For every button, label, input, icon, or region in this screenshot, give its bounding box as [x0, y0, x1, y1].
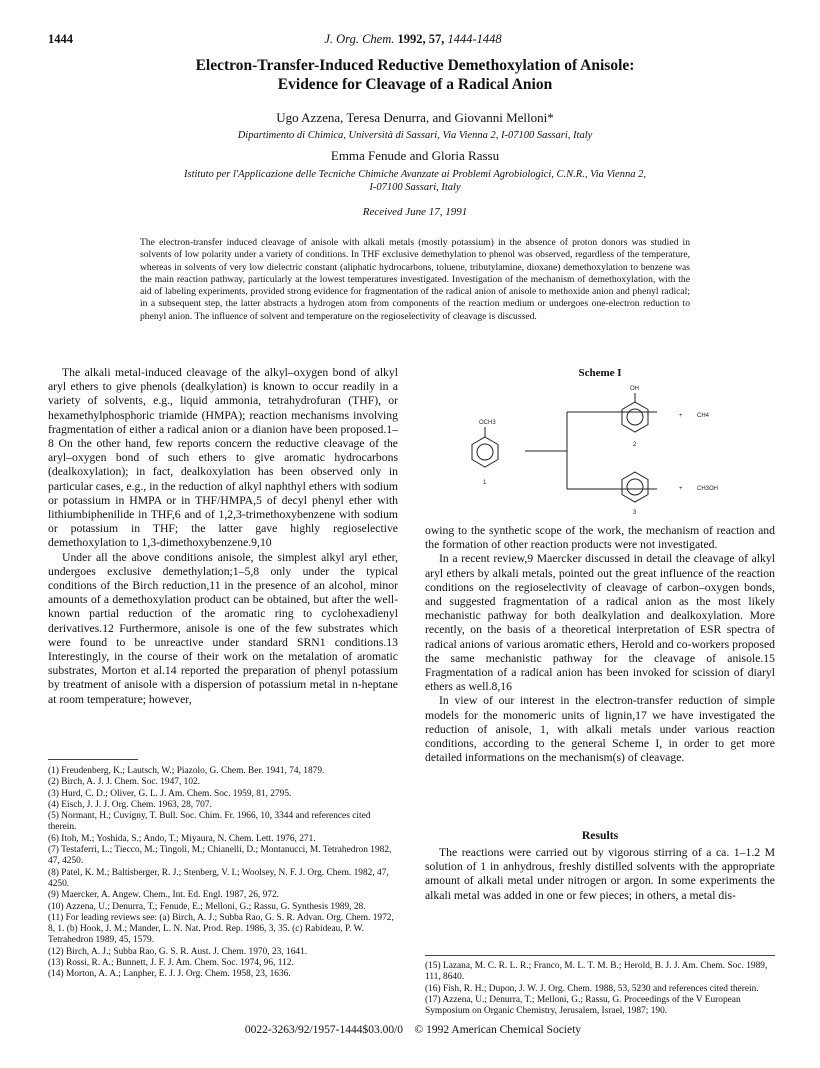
left-column	[48, 366, 398, 707]
page-number: 1444	[48, 32, 73, 46]
benzene-ring	[622, 472, 648, 502]
affiliation-2-line-2: I-07100 Sassari, Italy	[369, 182, 461, 193]
footnotes-left	[48, 759, 398, 981]
footnote-list-left	[48, 766, 398, 981]
authors-group-2: Emma Fenude and Gloria Rassu	[330, 148, 500, 163]
footnote-list-right	[425, 961, 775, 1017]
right-paragraph-2: In a recent review,9 Maercker discussed in detail the cleavage of alkyl aryl ethers by alkali metals, pointed out the great influence of the reaction conditions on the regioselectivity of cleavage of carbon–oxygen bonds, and suggested fragmentation of a radical anion as the most likely mechanistic pathway for both dealkylation and dealkoxylation. More recently, on the basis of a theoretical interpretation of ESR spectra of radical anions of various aromatic ethers, Herold and co-workers proposed the same mechanistic pathway for the cleavage of anisole.15 Fragmentation of a radical anion has been invoked for scission of diaryl ethers as well.8,16	[425, 552, 775, 694]
footnote-item: (13) Rossi, R. A.; Bunnett, J. F. J. Am. Chem. Soc. 1974, 96, 112.	[48, 958, 294, 969]
scheme-label-2: 2	[633, 442, 637, 448]
footnotes-right	[425, 955, 775, 1017]
title-line-1: Electron-Transfer-Induced Reductive Demethoxylation of Anisole:	[195, 57, 635, 74]
footnote-rule	[48, 759, 138, 760]
footnote-item: (16) Fish, R. H.; Dupon, J. W. J. Org. Chem. 1988, 53, 5230 and references cited therein.	[425, 983, 759, 994]
journal-pages: 1444-1448	[447, 32, 502, 46]
footnote-item: (8) Patel, K. M.; Baltisberger, R. J.; Stenberg, V. I.; Woolsey, N. F. J. Org. Chem. 1982, 47, 4250.	[48, 867, 389, 889]
scheme-plus-bottom: +	[679, 486, 683, 492]
benzene-aromatic-circle	[627, 479, 643, 495]
page-footer	[48, 1024, 778, 1036]
footnote-item: (17) Azzena, U.; Denurra, T.; Melloni, G.; Rassu, G. Proceedings of the V European Symposium on Organic Chemistry, Jerusalem, Israel, 1987; 190.	[425, 994, 741, 1017]
anisole-ring	[472, 437, 498, 467]
results-body	[425, 846, 775, 903]
scheme-label-ch3oh: CH3OH	[697, 486, 719, 492]
journal-name: J. Org. Chem.	[324, 32, 395, 46]
article-title	[60, 56, 770, 94]
scheme-label-och3: OCH3	[479, 420, 496, 426]
footnote-item: (15) Lazana, M. C. R. L. R.; Franco, M. L. T. M. B.; Herold, B. J. J. Am. Chem. Soc. 1989, 111, 8640.	[425, 961, 768, 983]
affiliation-2-line-1: Istituto per l'Applicazione delle Tecniche Chimiche Avanzate ai Problemi Agrobiologici, C.N.R., Via Vienna 2,	[184, 169, 646, 180]
footnote-rule-right	[425, 955, 775, 956]
footnote-item: (14) Morton, A. A.; Lanpher, E. J. J. Org. Chem. 1958, 23, 1636.	[48, 969, 291, 980]
footnote-item: (10) Azzena, U.; Denurra, T.; Fenude, E.; Melloni, G.; Rassu, G. Synthesis 1989, 28.	[48, 901, 366, 912]
footnote-item: (11) For leading reviews see: (a) Birch, A. J.; Subba Rao, G. S. R. Advan. Org. Chem. 1972, 8, 1. (b) Hook, J. M.; Mander, L. N. Nat. Prod. Rep. 1986, 3, 35. (c) Rabideau, P. W. Tetrahedron 1989, 45, 1579.	[48, 912, 394, 946]
scheme-plus-top: +	[679, 413, 683, 419]
footer-code: 0022-3263/92/1957-1444$03.00/0	[244, 1024, 404, 1036]
right-paragraph-3: In view of our interest in the electron-transfer reduction of simple models for the monomeric units of lignin,17 we have investigated the reduction of anisole, 1, with alkali metals under various reaction conditions, according to the general Scheme I, in order to get more detailed informations on the mechanism(s) of cleavage.	[425, 694, 775, 765]
scheme-diagram	[425, 380, 775, 520]
footnote-item: (5) Normant, H.; Cuvigny, T. Bull. Soc. Chim. Fr. 1966, 10, 3344 and references cited therein.	[48, 811, 371, 833]
scheme-label-ch4: CH4	[697, 413, 710, 419]
phenol-aromatic-circle	[627, 409, 643, 425]
footnote-item: (4) Eisch, J. J. J. Org. Chem. 1963, 28, 707.	[48, 799, 212, 810]
title-line-2: Evidence for Cleavage of a Radical Anion	[277, 76, 553, 93]
footer-copyright: © 1992 American Chemical Society	[414, 1024, 582, 1036]
scheme-title: Scheme I	[578, 367, 622, 379]
footnote-item: (2) Birch, A. J. J. Chem. Soc. 1947, 102.	[48, 777, 201, 788]
footnote-item: (9) Maercker, A. Angew. Chem., Int. Ed. Engl. 1987, 26, 972.	[48, 890, 280, 901]
abstract: The electron-transfer induced cleavage of anisole with alkali metals (mostly potassium) in the absence of proton donors was studied in solvents of low polarity under a variety of conditions. In THF exclusive demethylation to phenol was observed, regardless of the temperature, whereas in solvents of very low dielectric constant (aliphatic hydrocarbons, toluene, tributylamine, dioxane) demethoxylation to benzene was the main reaction pathway, particularly at the lowest temperatures investigated. Investigation of the mechanism of demethoxylation, with the aid of labeling experiments, provided strong evidence for fragmentation of the radical anion of anisole to methoxide anion and phenyl radical; in a subsequent step, the latter abstracts a hydrogen atom from components of the reaction medium or undergoes one-electron reduction to phenyl anion. The influence of solvent and temperature on the regioselectivity of cleavage is discussed.	[140, 237, 690, 322]
scheme-label-oh: OH	[630, 386, 639, 392]
footnote-item: (3) Hurd, C. D.; Oliver, G. L. J. Am. Chem. Soc. 1959, 81, 2795.	[48, 788, 292, 799]
results-heading: Results	[581, 829, 619, 842]
right-paragraph-1: owing to the synthetic scope of the work, the mechanism of reaction and the formation of other reaction products were not investigated.	[425, 524, 775, 552]
affiliation-1: Dipartimento di Chimica, Università di Sassari, Via Vienna 2, I-07100 Sassari, Italy	[237, 130, 593, 141]
footnote-item: (6) Itoh, M.; Yoshida, S.; Ando, T.; Miyaura, N. Chem. Lett. 1976, 271.	[48, 833, 316, 844]
footnote-item: (12) Birch, A. J.; Subba Rao, G. S. R. Aust. J. Chem. 1970, 23, 1641.	[48, 946, 308, 957]
intro-paragraph-1: The alkali metal-induced cleavage of the alkyl–oxygen bond of alkyl aryl ethers to give phenols (dealkylation) is known to occur readily in a variety of solvents, e.g., liquid ammonia, tetrahydrofuran (THF), or hexamethylphosphoric triamide (HMPA); reaction mechanisms involving fragmentation of either a radical anion or a dianion have been proposed.1–8 On the other hand, few reports concern the reductive cleavage of the aryl–oxygen bond of such ethers to give aromatic hydrocarbons (dealkoxylation); in fact, dealkoxylation has been observed only in particular cases, e.g., in the reduction of alkyl naphthyl ethers with sodium or potassium in HMPA or in THF/HMPA,5 of decyl phenyl ether with lithiumbiphenilide in THF,6 and of 1,2,3-trimethoxybenzene with sodium or potassium in THF; the latter gave highly regioselective demethoxylation to 1,3-dimethoxybenzene.9,10	[48, 366, 398, 550]
running-head	[48, 32, 778, 48]
authors-group-1: Ugo Azzena, Teresa Denurra, and Giovanni Melloni*	[276, 110, 554, 125]
received-date: Received June 17, 1991	[362, 206, 468, 218]
journal-citation	[48, 32, 778, 47]
footnote-item: (7) Testaferri, L.; Tiecco, M.; Tingoli, M.; Chianelli, D.; Montanucci, M. Tetrahedron 1982, 47, 4250.	[48, 845, 392, 867]
results-paragraph-1: The reactions were carried out by vigorous stirring of a ca. 1–1.2 M solution of 1 in anhydrous, freshly distilled solvents with the appropriate amount of alkali metal under nitrogen or argon. In some experiments the alkali metal was added in one or few pieces; in others, a metal dis-	[425, 846, 775, 902]
scheme-label-1: 1	[483, 480, 487, 486]
journal-volume-year: 1992, 57,	[397, 32, 445, 46]
right-column	[425, 524, 775, 765]
footnote-item: (1) Freudenberg, K.; Lautsch, W.; Piazolo, G. Chem. Ber. 1941, 74, 1879.	[48, 766, 325, 776]
intro-paragraph-2: Under all the above conditions anisole, the simplest alkyl aryl ether, undergoes exclusive demethylation;1–5,8 only under the typical conditions of the Birch reduction,11 in the presence of an alcohol, minor amounts of a demethoxylation product can be obtained, but after the well-known partial reduction of the aromatic ring to cyclohexadienyl derivatives.12 Furthermore, anisole is one of the few substrates which were found to be unreactive under standard SRN1 conditions.13 Interestingly, in the course of their work on the metalation of aromatic substrates, Morton et al.14 reported the preparation of phenyl potassium by treatment of anisole with a dispersion of potassium metal in n-heptane at room temperature; however,	[48, 550, 398, 706]
anisole-aromatic-circle	[477, 444, 493, 460]
phenol-ring	[622, 402, 648, 432]
scheme-label-3: 3	[633, 510, 637, 516]
affiliation-2	[80, 168, 750, 194]
